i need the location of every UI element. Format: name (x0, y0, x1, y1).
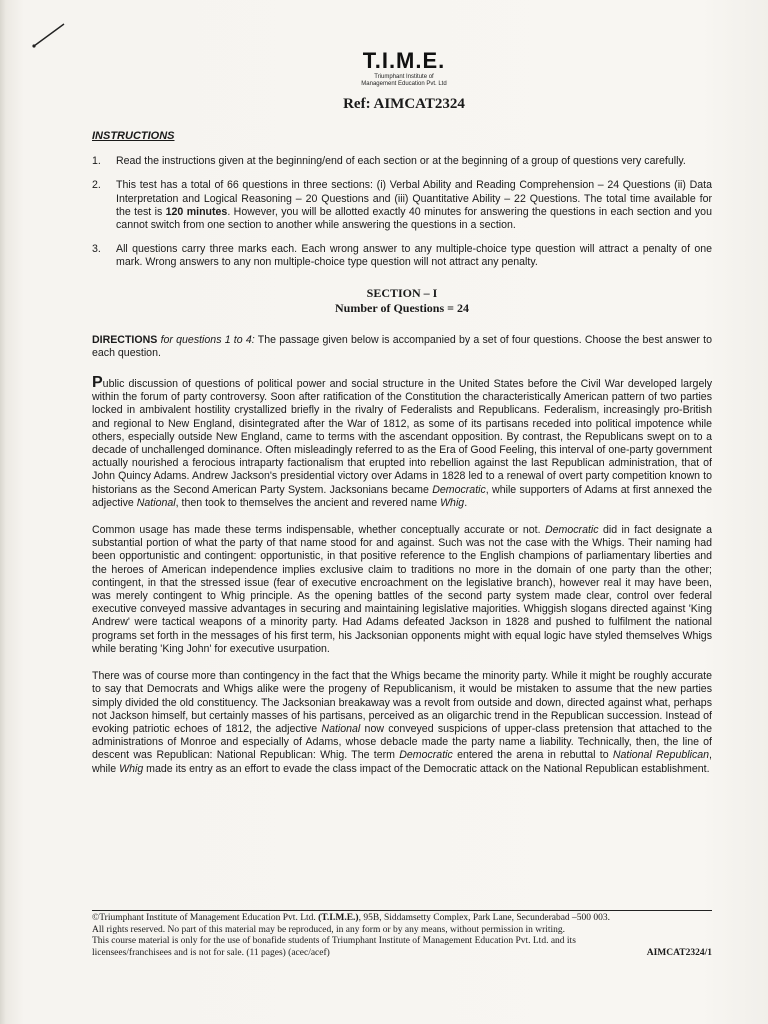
footer-line-4 (92, 948, 712, 960)
instruction-item (92, 243, 712, 269)
italic-term: National (321, 722, 361, 735)
document-header (0, 48, 768, 113)
passage-text: made its entry as an effort to evade the class impact of the Democratic attack on the National Republican establishment. (143, 762, 710, 775)
italic-term: Democratic (399, 749, 453, 762)
footer-line-2: All rights reserved. No part of this material may be reproduced, in any form or by any means, without permission in writing. (92, 924, 566, 935)
directions-label: DIRECTIONS (92, 333, 158, 346)
passage-paragraph-3 (92, 670, 712, 776)
logo-subtitle-1: Triumphant Institute of (374, 74, 434, 80)
italic-term: National (136, 496, 176, 509)
instruction-number: 3. (92, 243, 101, 256)
footer-brand: (T.I.M.E.) (318, 913, 359, 923)
italic-term: Whig (119, 762, 144, 775)
passage-text: There was of course more than contingency in the fact that the Whigs became the minority party. While it might be roughly accurate to say that Democrats and Whigs alike were the progeny of Republicanism, it would be mistaken to assume that the new parties simply divided the old constituency. The Jacksonian breakaway was a revolt from outside and down, directed against what, perhaps not Jackson himself, but certainly masses of his partisans, perceived as an oligarchic trend in the Republican succession. Instead of evoking patriotic echoes of 1812, the adjective (92, 670, 712, 735)
italic-term: Democratic (544, 524, 599, 537)
passage-text: , while (92, 749, 712, 775)
passage-text: . (464, 496, 468, 509)
footer-text: ©Triumphant Institute of Management Education Pvt. Ltd. (92, 913, 319, 923)
question-count: Number of Questions = 24 (335, 300, 469, 315)
passage-text: entered the arena in rebuttal to (452, 749, 613, 762)
instruction-number: 1. (92, 155, 101, 168)
passage-paragraph-1 (92, 376, 712, 510)
reference-code: Ref: AIMCAT2324 (343, 96, 465, 112)
footer-text: , 95B, Siddamsetty Complex, Park Lane, Secunderabad –500 003. (358, 913, 611, 923)
copyright-footer (92, 910, 712, 959)
time-logo: T.I.M.E. (362, 48, 446, 73)
passage-paragraph-2 (92, 524, 712, 656)
instruction-text (116, 179, 712, 232)
footer-line-1 (92, 913, 712, 925)
instruction-text-part: This test has a total of 66 questions in three sections: (i) Verbal Ability and Reading Comprehension – 24 Questions (ii) Data Interpretation and Logical Reasoning – 20 Questions and (iii) Quantitative Ability – 22 Questions. The total time available for the test is (116, 179, 712, 218)
italic-term: Whig (440, 496, 465, 509)
passage-text: ublic discussion of questions of political power and social structure in the United States before the Civil War developed largely within the forum of party controversy. Soon after ratification of the Constitution the characteristically American pattern of two parties locked in ambivalent hostility crystallized briefly in the rivalry of Federalists and Republicans. Federalism, increasingly pro-British and regional to New England, disintegrated after the War of 1812, as some of its partisans receded into political impotence while others, especially outside New England, came to terms with the ascendant opposition. By contrast, the Republicans swept on to a decade of unchallenged dominance. Often misleadingly referred to as the Era of Good Feeling, this interval of one-party government actually nourished a ferocious intraparty factionalism that erupted into rebellion against the last Republican administration, that of John Quincy Adams. Andrew Jackson's presidential victory over Adams in 1828 led to a renewal of overt party competition known to historians as the Second American Party System. Jacksonians became (92, 378, 712, 496)
page-code: AIMCAT2324/1 (646, 947, 712, 958)
instruction-item (92, 179, 712, 232)
instruction-text: Read the instructions given at the beginning/end of each section or at the beginning of a group of questions very carefully. (116, 155, 686, 168)
instruction-text: All questions carry three marks each. Each wrong answer to any multiple-choice type question will attract a penalty of one mark. Wrong answers to any non multiple-choice type question will not attract any penalty. (116, 243, 712, 269)
passage-text: Common usage has made these terms indispensable, whether conceptually accurate or not. (92, 524, 545, 537)
section-title: SECTION – I (366, 285, 438, 300)
directions-text: The passage given below is accompanied by a set of four questions. Choose the best answer to each question. (92, 333, 712, 359)
drop-cap: P (92, 374, 103, 392)
instruction-item (92, 155, 712, 168)
passage-text: did in fact designate a substantial portion of what the party of that name stood for and against. Such was not the case with the Whigs. Their naming had been opportunistic and contingent: opportunistic, in that positive reference to the English champions of parliamentary liberties and the heroes of American independence implies exclusive claim to traditions no more in the domain of one party than the other; contingent, in that the stressed issue (fear of executive encroachment on the legislative branch), however real it may have been, was merely contingent to Whig principle. As the opening battles of the second party system made clear, control over federal executive conveyed massive advantages in securing and maintaining legislative majorities. Whiggish slogans directed against 'King Andrew' were tactical weapons of a minority party. Had Adams defeated Jackson in 1828 and pushed to fulfilment the national programs set forth in the messages of his first term, his Jacksonian opponents might with equal logic have styled themselves Whigs while berating 'King John' for executive usurpation. (92, 524, 712, 655)
passage-text: now conveyed suspicions of upper-class pretension that attached to the administrations of Monroe and especially of Adams, whose debacle made the party name a liability. Technically, then, the line of descent was Republican: National Republican: Whig. The term (92, 722, 712, 762)
footer-text: licensees/franchisees and is not for sale. (11 pages) (acec/acef) (92, 947, 330, 958)
directions (92, 334, 712, 360)
passage-text: , then took to themselves the ancient and revered name (175, 496, 441, 509)
document-body (92, 130, 712, 790)
logo-subtitle-2: Management Education Pvt. Ltd (361, 81, 447, 87)
instruction-number: 2. (92, 179, 101, 192)
footer-line-3: This course material is only for the use of bonafide students of Triumphant Institute of Management Education Pvt. Ltd. and its (92, 936, 576, 946)
italic-term: National Republican (612, 749, 710, 762)
pen-mark-icon (30, 20, 70, 50)
italic-term: Democratic (432, 483, 486, 496)
passage-text: , while supporters of Adams at first annexed the adjective (92, 483, 712, 509)
instruction-text-part: . However, you will be allotted exactly 40 minutes for answering the questions in each section and you cannot switch from one section to another while answering the questions in a section. (116, 205, 712, 232)
instructions-title: INSTRUCTIONS (92, 130, 175, 142)
directions-range: for questions 1 to 4: (160, 333, 255, 346)
time-limit: 120 minutes (165, 205, 228, 218)
